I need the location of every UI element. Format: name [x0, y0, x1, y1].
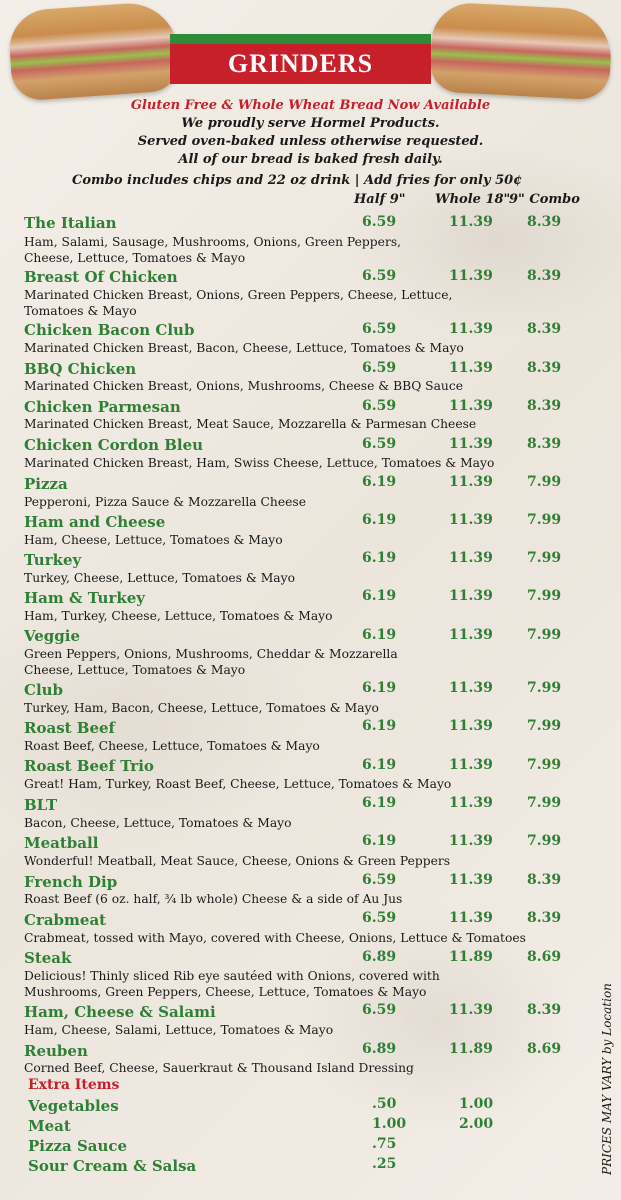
item-price-whole: 11.39: [449, 474, 493, 490]
item-price-combo: 8.39: [527, 436, 562, 452]
item-price-whole: 11.39: [449, 757, 493, 773]
intro-line-4: All of our bread is baked fresh daily.: [178, 152, 443, 167]
item-price-combo: 7.99: [527, 588, 562, 604]
item-name: Roast Beef Trio: [24, 757, 154, 775]
item-name: Club: [24, 681, 64, 699]
item-price-whole: 11.39: [449, 1002, 493, 1018]
item-price-combo: 7.99: [527, 550, 562, 566]
item-desc: Turkey, Cheese, Lettuce, Tomatoes & Mayo: [24, 571, 295, 585]
item-desc: Roast Beef, Cheese, Lettuce, Tomatoes & Mayo: [24, 739, 320, 753]
item-desc: Crabmeat, tossed with Mayo, covered with Cheese, Onions, Lettuce & Tomatoes: [24, 931, 526, 945]
item-price-half: 6.59: [362, 214, 397, 230]
item-name: Ham and Cheese: [24, 513, 166, 531]
item-price-whole: 11.39: [449, 627, 493, 643]
sandwich-image-left: [7, 0, 181, 101]
item-price-half: 6.59: [362, 268, 397, 284]
item-price-half: 6.59: [362, 360, 397, 376]
item-price-combo: 7.99: [527, 757, 562, 773]
prices-vary-note: PRICES MAY VARY by Location: [600, 983, 614, 1175]
item-name: Ham, Cheese & Salami: [24, 1003, 216, 1021]
item-price-half: 6.59: [362, 872, 397, 888]
item-price-combo: 8.39: [527, 398, 562, 414]
item-price-whole: 11.39: [449, 680, 493, 696]
item-name: Chicken Bacon Club: [24, 321, 195, 339]
item-desc: Marinated Chicken Breast, Ham, Swiss Cheese, Lettuce, Tomatoes & Mayo: [24, 456, 495, 470]
item-price-combo: 8.39: [527, 214, 562, 230]
item-name: Chicken Parmesan: [24, 398, 181, 416]
item-desc: Marinated Chicken Breast, Onions, Mushrooms, Cheese & BBQ Sauce: [24, 379, 464, 393]
item-price-half: 6.19: [362, 474, 397, 490]
item-price-whole: 11.39: [449, 833, 493, 849]
item-name: BBQ Chicken: [24, 360, 137, 378]
item-desc: Roast Beef (6 oz. half, ¾ lb whole) Cheese & a side of Au Jus: [24, 892, 403, 906]
item-desc: Marinated Chicken Breast, Meat Sauce, Mozzarella & Parmesan Cheese: [24, 417, 477, 431]
item-price-half: 6.19: [362, 833, 397, 849]
item-desc: Ham, Turkey, Cheese, Lettuce, Tomatoes & Mayo: [24, 609, 333, 623]
intro-line-3: Served oven-baked unless otherwise requested.: [137, 134, 484, 149]
item-price-combo: 7.99: [527, 718, 562, 734]
item-price-half: 6.19: [362, 627, 397, 643]
item-name: Veggie: [24, 627, 81, 645]
item-price-whole: 11.39: [449, 398, 493, 414]
item-price-half: 6.19: [362, 512, 397, 528]
item-name: Roast Beef: [24, 719, 116, 737]
item-desc: Great! Ham, Turkey, Roast Beef, Cheese, Lettuce, Tomatoes & Mayo: [24, 777, 452, 791]
intro-block: [0, 97, 621, 169]
item-desc: Wonderful! Meatball, Meat Sauce, Cheese, Onions & Green Peppers: [24, 854, 451, 868]
item-price-combo: 7.99: [527, 474, 562, 490]
item-desc: Marinated Chicken Breast, Onions, Green Peppers, Cheese, Lettuce, Tomatoes & Mayo: [24, 288, 453, 318]
extra-item-price-1: 1.00: [372, 1116, 407, 1132]
item-price-whole: 11.39: [449, 872, 493, 888]
item-name: The Italian: [24, 214, 117, 232]
column-header-half: Half 9": [354, 192, 406, 207]
extra-item-price-1: .25: [372, 1156, 397, 1172]
item-price-half: 6.89: [362, 949, 397, 965]
extra-item-price-1: .75: [372, 1136, 397, 1152]
item-price-half: 6.59: [362, 436, 397, 452]
item-price-whole: 11.39: [449, 795, 493, 811]
item-price-combo: 8.39: [527, 872, 562, 888]
item-name: Pizza: [24, 475, 68, 493]
item-price-whole: 11.39: [449, 588, 493, 604]
item-price-whole: 11.89: [449, 949, 493, 965]
item-price-whole: 11.39: [449, 436, 493, 452]
item-name: Ham & Turkey: [24, 589, 145, 607]
header-green-band: [170, 34, 431, 44]
item-price-combo: 8.69: [527, 949, 562, 965]
item-price-whole: 11.39: [449, 268, 493, 284]
item-name: Reuben: [24, 1042, 88, 1060]
item-price-combo: 7.99: [527, 627, 562, 643]
item-name: Steak: [24, 949, 72, 967]
item-price-half: 6.89: [362, 1041, 397, 1057]
item-price-half: 6.59: [362, 321, 397, 337]
item-desc: Ham, Cheese, Salami, Lettuce, Tomatoes & Mayo: [24, 1023, 334, 1037]
item-price-whole: 11.39: [449, 321, 493, 337]
intro-line-1: Gluten Free & Whole Wheat Bread Now Available: [130, 98, 491, 113]
item-name: Chicken Cordon Bleu: [24, 436, 204, 454]
item-price-combo: 8.39: [527, 1002, 562, 1018]
item-price-combo: 7.99: [527, 680, 562, 696]
extras-title: Extra Items: [28, 1077, 120, 1093]
item-name: Breast Of Chicken: [24, 268, 178, 286]
item-price-half: 6.19: [362, 588, 397, 604]
item-name: Crabmeat: [24, 911, 107, 929]
extra-item-name: Pizza Sauce: [28, 1137, 128, 1155]
item-price-whole: 11.39: [449, 360, 493, 376]
item-price-half: 6.19: [362, 718, 397, 734]
item-price-whole: 11.39: [449, 718, 493, 734]
item-price-combo: 7.99: [527, 795, 562, 811]
item-price-combo: 8.39: [527, 321, 562, 337]
intro-line-2: We proudly serve Hormel Products.: [181, 116, 440, 131]
item-desc: Green Peppers, Onions, Mushrooms, Cheddar & Mozzarella Cheese, Lettuce, Tomatoes & Mayo: [24, 647, 398, 677]
item-price-whole: 11.39: [449, 550, 493, 566]
item-price-combo: 8.39: [527, 268, 562, 284]
combo-note: Combo includes chips and 22 oz drink | Add fries for only 50¢: [72, 173, 523, 188]
item-desc: Marinated Chicken Breast, Bacon, Cheese, Lettuce, Tomatoes & Mayo: [24, 341, 464, 355]
extra-item-price-1: .50: [372, 1096, 397, 1112]
item-price-whole: 11.39: [449, 910, 493, 926]
item-price-half: 6.19: [362, 550, 397, 566]
item-name: Turkey: [24, 551, 82, 569]
header-title-band: [170, 44, 431, 84]
extra-item-price-2: 1.00: [459, 1096, 494, 1112]
item-name: BLT: [24, 796, 58, 814]
item-price-half: 6.19: [362, 795, 397, 811]
item-price-half: 6.19: [362, 680, 397, 696]
item-price-combo: 7.99: [527, 512, 562, 528]
extra-item-name: Sour Cream & Salsa: [28, 1157, 197, 1175]
item-price-combo: 8.69: [527, 1041, 562, 1057]
item-price-half: 6.59: [362, 1002, 397, 1018]
item-price-whole: 11.39: [449, 214, 493, 230]
page-title: GRINDERS: [227, 49, 374, 78]
item-desc: Delicious! Thinly sliced Rib eye sautéed with Onions, covered with Mushrooms, Green Peppers, Cheese, Lettuce, Tomatoes & Mayo: [24, 969, 440, 999]
item-desc: Turkey, Ham, Bacon, Cheese, Lettuce, Tomatoes & Mayo: [24, 701, 379, 715]
item-price-combo: 7.99: [527, 833, 562, 849]
extra-item-name: Meat: [28, 1117, 71, 1135]
item-desc: Corned Beef, Cheese, Sauerkraut & Thousand Island Dressing: [24, 1061, 414, 1075]
item-price-half: 6.19: [362, 757, 397, 773]
item-desc: Bacon, Cheese, Lettuce, Tomatoes & Mayo: [24, 816, 292, 830]
item-price-combo: 8.39: [527, 910, 562, 926]
item-name: French Dip: [24, 873, 118, 891]
item-price-half: 6.59: [362, 398, 397, 414]
column-header-whole: Whole 18": [435, 192, 511, 207]
item-desc: Ham, Salami, Sausage, Mushrooms, Onions, Green Peppers, Cheese, Lettuce, Tomatoes & Mayo: [24, 235, 402, 265]
extra-item-name: Vegetables: [28, 1097, 119, 1115]
extra-item-price-2: 2.00: [459, 1116, 494, 1132]
sandwich-image-right: [429, 1, 613, 100]
item-name: Meatball: [24, 834, 99, 852]
item-desc: Ham, Cheese, Lettuce, Tomatoes & Mayo: [24, 533, 283, 547]
column-header-combo: 9" Combo: [509, 192, 580, 207]
item-price-half: 6.59: [362, 910, 397, 926]
item-price-whole: 11.39: [449, 512, 493, 528]
item-price-combo: 8.39: [527, 360, 562, 376]
item-price-whole: 11.89: [449, 1041, 493, 1057]
item-desc: Pepperoni, Pizza Sauce & Mozzarella Cheese: [24, 495, 306, 509]
